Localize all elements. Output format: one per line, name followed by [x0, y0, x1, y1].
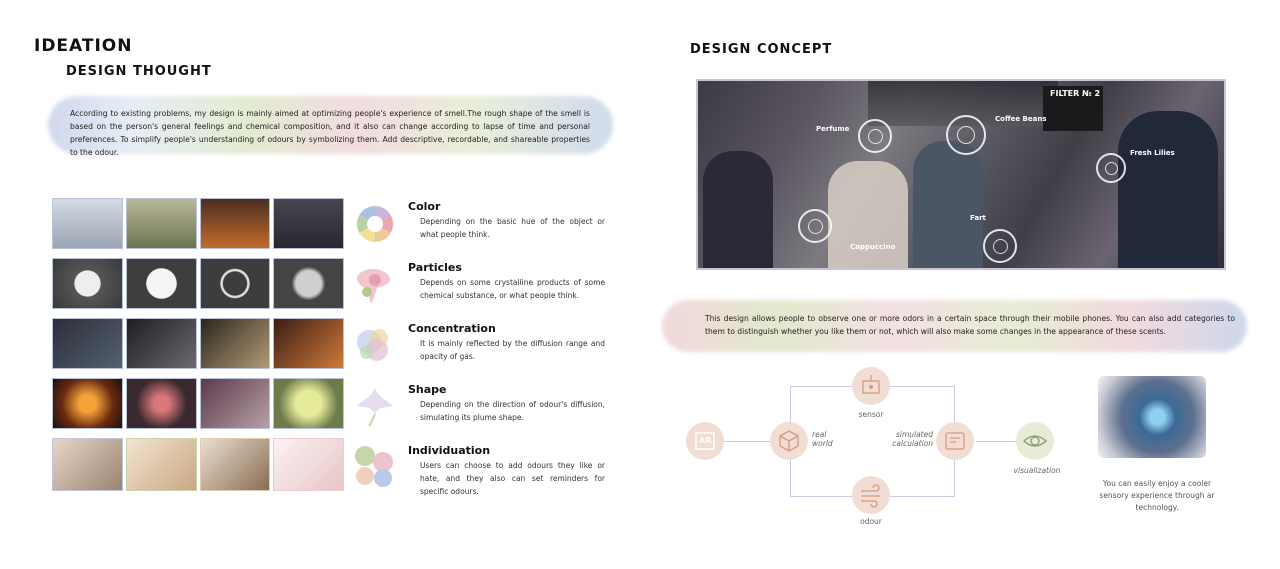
- grid-row-individuation: [52, 438, 344, 491]
- person-man-silhouette: [913, 141, 983, 270]
- rose-image: [126, 378, 197, 429]
- individuation-bubbles-icon: [353, 444, 397, 488]
- smoke-image-4: [273, 318, 344, 369]
- perfume-label: Perfume: [816, 125, 850, 133]
- green-smoke-image: [273, 378, 344, 429]
- particles-flower-icon: [353, 262, 397, 306]
- concept-description: This design allows people to observe one or more odors in a certain space through their mobile phones. You can also add categories to them to distinguish whether you like them or not, which will also make some changes in the appearance of these scents.: [705, 314, 1235, 336]
- odour-label: odour: [860, 517, 882, 526]
- ar-technology-caption: You can easily enjoy a cooler sensory experience through ar technology.: [1099, 479, 1215, 512]
- perfume-marker-icon: [858, 119, 892, 153]
- visualization-eye-icon: [1016, 422, 1054, 460]
- ideation-heading: IDEATION: [34, 36, 133, 56]
- intro-paragraph: According to existing problems, my design is mainly aimed at optimizing people's experience of smell.The rough shape of the smell is based on the person's general feelings and chemical composition, and it also can change according to lapse of time and personal preferences. To simplify people's understanding of odours by symbolizing them. Add descriptive, recordable, and shareable properties to the odour.: [70, 109, 590, 157]
- smoke-image-2: [126, 318, 197, 369]
- feature-title-color: Color: [408, 200, 441, 213]
- cappuccino-label: Cappuccino: [850, 243, 896, 251]
- feature-title-shape: Shape: [408, 383, 447, 396]
- design-thought-heading: DESIGN THOUGHT: [66, 64, 212, 79]
- person-left-silhouette: [703, 151, 773, 270]
- flower-smoke-image: [200, 378, 271, 429]
- design-concept-heading: DESIGN CONCEPT: [690, 42, 833, 57]
- feature-title-particles: Particles: [408, 261, 462, 274]
- simulated-calculation-label: simulated calculation: [892, 430, 933, 448]
- sensor-label: sensor: [858, 410, 884, 419]
- ar-label: AR: [699, 436, 712, 445]
- fog-city-image: [52, 198, 123, 249]
- man-smelling-image: [200, 438, 271, 491]
- flame-image: [52, 378, 123, 429]
- particle-image-4: [273, 258, 344, 309]
- old-man-image: [52, 438, 123, 491]
- person-center-silhouette: [828, 161, 908, 270]
- diagram-connector: [724, 441, 770, 442]
- real-world-cube-icon: [770, 422, 808, 460]
- feature-desc-concentration: It is mainly reflected by the diffusion range and opacity of gas.: [420, 339, 605, 361]
- fart-label: Fart: [970, 214, 986, 222]
- grid-row-particles: [52, 258, 344, 309]
- feature-title-concentration: Concentration: [408, 322, 496, 335]
- grid-row-shape: [52, 378, 344, 429]
- color-wheel-icon: [353, 202, 397, 246]
- coffee-beans-marker-icon: [946, 115, 986, 155]
- diagram-connector: [976, 441, 1016, 442]
- simulated-calculation-icon: [936, 422, 974, 460]
- grid-row-concentration: [52, 318, 344, 369]
- sensor-icon: [852, 367, 890, 405]
- person-right-silhouette: [1118, 111, 1218, 270]
- fresh-lilies-marker-icon: [1096, 153, 1126, 183]
- grid-row-color: [52, 198, 344, 249]
- filter-board-label: FILTER № 2: [1050, 89, 1101, 98]
- fart-marker-icon: [983, 229, 1017, 263]
- odour-wind-icon: [852, 476, 890, 514]
- feature-title-individuation: Individuation: [408, 444, 491, 457]
- shape-lily-icon: [353, 384, 397, 428]
- real-world-label: real world: [812, 430, 833, 448]
- feature-desc-particles: Depends on some crystalline products of some chemical substance, or what people think.: [420, 278, 605, 300]
- visualization-label: visualization: [1013, 466, 1061, 475]
- forest-image: [126, 198, 197, 249]
- feature-desc-shape: Depending on the direction of odour's diffusion, simulating its plume shape.: [420, 400, 605, 422]
- smoke-candle-image: [273, 198, 344, 249]
- particle-image-3: [200, 258, 271, 309]
- ar-technology-image: [1098, 376, 1206, 458]
- coffee-beans-label: Coffee Beans: [995, 115, 1047, 123]
- concentration-cloud-icon: [353, 322, 397, 366]
- odour-image-grid: [52, 198, 344, 500]
- feature-desc-color: Depending on the basic hue of the object or what people think.: [420, 217, 605, 239]
- boy-smelling-image: [126, 438, 197, 491]
- cappuccino-marker-icon: [798, 209, 832, 243]
- fresh-lilies-label: Fresh Lilies: [1130, 149, 1175, 157]
- smoke-image-3: [200, 318, 271, 369]
- feature-desc-individuation: Users can choose to add odours they like or hate, and they also can set reminders for specific odours.: [420, 461, 605, 496]
- fire-forest-image: [200, 198, 271, 249]
- particle-image-2: [126, 258, 197, 309]
- particle-image-1: [52, 258, 123, 309]
- smoke-image-1: [52, 318, 123, 369]
- flower-bouquet-image: [273, 438, 344, 491]
- cafe-ar-photo: [696, 79, 1226, 270]
